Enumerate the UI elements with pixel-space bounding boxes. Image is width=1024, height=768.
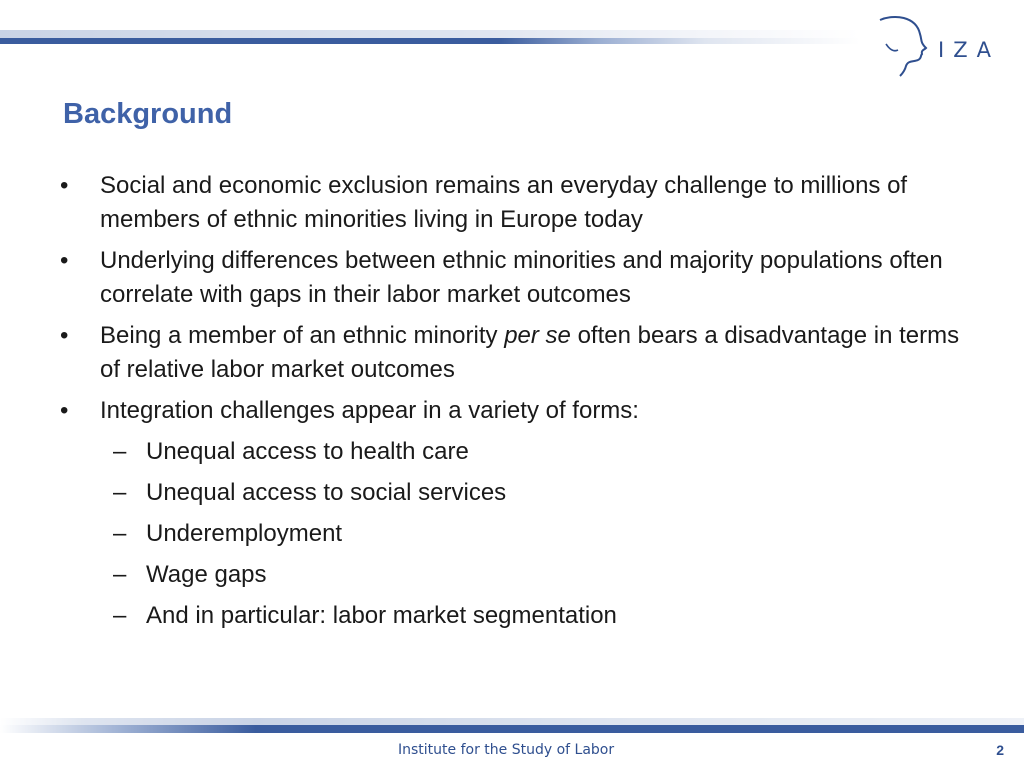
sub-bullet-mark: –: [113, 602, 127, 629]
sub-bullet-mark: –: [113, 561, 127, 588]
sub-bullet-mark: –: [113, 520, 127, 547]
bottom-band-light: [0, 718, 1024, 725]
bullet-mark: •: [60, 172, 69, 199]
bullet-text: Underlying differences between ethnic minorities and majority populations often correlate with gaps in their labor market outcomes: [100, 247, 943, 308]
head-profile-icon: [872, 14, 932, 78]
bullet-mark: •: [60, 397, 69, 424]
sub-bullet-text: Wage gaps: [146, 561, 267, 588]
bullet-mark: •: [60, 322, 69, 349]
bullet-item: [0, 319, 960, 387]
slide-title: Background: [63, 98, 233, 130]
sub-bullet-item: [0, 599, 926, 633]
sub-bullet-item: [0, 435, 926, 469]
bullet-text-end: often bears a disadvantage in terms of relative labor market outcomes: [100, 322, 960, 383]
top-band-light: [0, 30, 860, 38]
bullet-text: Social and economic exclusion remains an everyday challenge to millions of members of ethnic minorities living in Europe today: [100, 172, 908, 233]
sub-bullet-text: Unequal access to health care: [146, 438, 469, 465]
iza-logo: [872, 14, 1012, 78]
sub-bullet-text: And in particular: labor market segmentation: [146, 602, 617, 629]
bullet-text-italic: per se: [504, 322, 571, 349]
sub-bullet-mark: –: [113, 479, 127, 506]
page-number: 2: [996, 742, 1004, 758]
bullet-item: [0, 394, 960, 428]
bullet-text: Integration challenges appear in a variety of forms:: [100, 397, 639, 424]
sub-bullet-item: [0, 558, 926, 592]
bullet-text-start: Being a member of an ethnic minority: [100, 322, 505, 349]
sub-bullet-text: Underemployment: [146, 520, 343, 547]
sub-bullet-item: [0, 517, 926, 551]
bullet-item: [0, 169, 960, 237]
top-band-dark: [0, 38, 860, 44]
sub-bullet-text: Unequal access to social services: [146, 479, 507, 506]
footer-institute: Institute for the Study of Labor: [398, 742, 615, 758]
sub-bullet-mark: –: [113, 438, 127, 465]
bullet-list: [0, 169, 1024, 640]
sub-bullet-item: [0, 476, 926, 510]
logo-text: IZA: [938, 38, 1000, 62]
bullet-mark: •: [60, 247, 69, 274]
bottom-band-dark: [0, 725, 1024, 733]
bullet-item: [0, 244, 960, 312]
